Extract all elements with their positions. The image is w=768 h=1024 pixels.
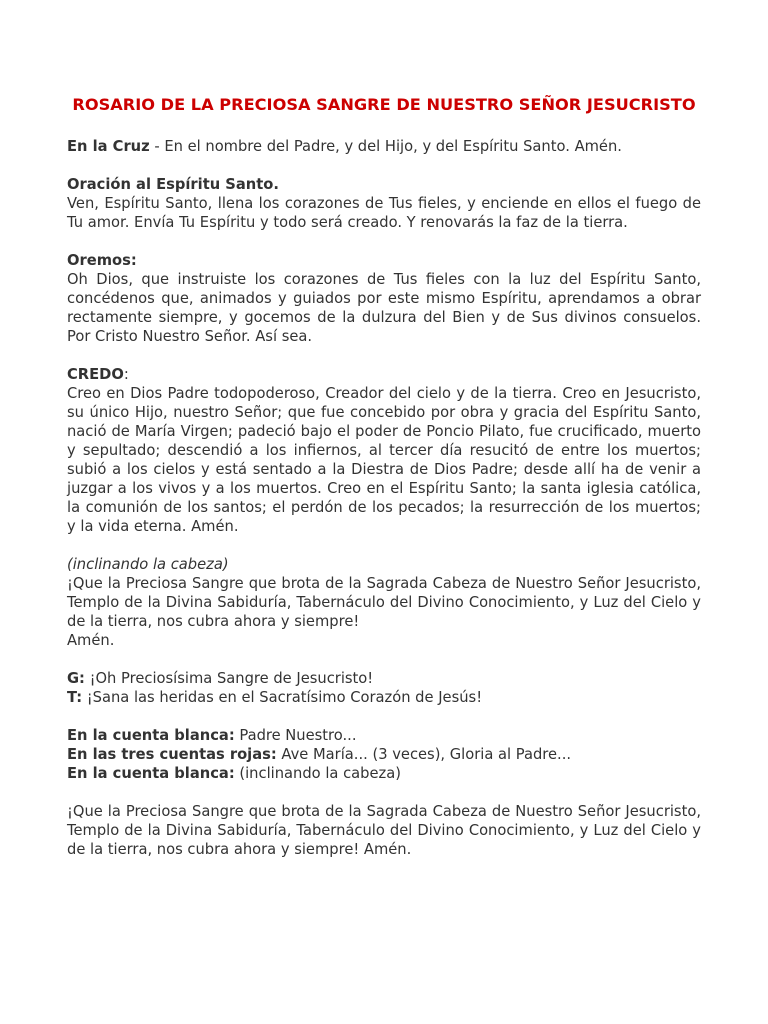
cuenta-line [67, 726, 701, 745]
oracion-paragraph [67, 175, 701, 232]
responsorio-g-line [67, 669, 701, 688]
document-content [67, 93, 701, 859]
responsorio-g-label: G: [67, 670, 85, 687]
cruz-label: En la Cruz [67, 138, 150, 155]
cuenta-text: (inclinando la cabeza) [234, 765, 401, 782]
responsorio-t-label: T: [67, 689, 83, 706]
document-title: ROSARIO DE LA PRECIOSA SANGRE DE NUESTRO SEÑOR JESUCRISTO [72, 95, 696, 114]
cuenta-text: Padre Nuestro... [234, 727, 357, 744]
cruz-paragraph [67, 137, 701, 156]
responsorio-t-line [67, 688, 701, 707]
cabeza-amen: Amén. [67, 632, 115, 649]
cuenta-label: En la cuenta blanca: [67, 765, 235, 782]
cuenta-label: En las tres cuentas rojas: [67, 746, 277, 763]
credo-colon: : [123, 366, 129, 383]
cabeza-paragraph [67, 555, 701, 650]
cuenta-line [67, 745, 701, 764]
cuenta-label: En la cuenta blanca: [67, 727, 235, 744]
responsorio-t-text: ¡Sana las heridas en el Sacratísimo Corazón de Jesús! [82, 689, 483, 706]
credo-paragraph [67, 365, 701, 536]
cabeza-text: ¡Que la Preciosa Sangre que brota de la Sagrada Cabeza de Nuestro Señor Jesucristo, Templo de la Divina Sabiduría, Tabernáculo del Divino Conocimiento, y Luz del Cielo y de la tierra, nos cubra ahora y siempre! [67, 575, 701, 630]
responsorio-paragraph [67, 669, 701, 707]
cruz-text: - En el nombre del Padre, y del Hijo, y del Espíritu Santo. Amén. [149, 138, 622, 155]
oremos-text: Oh Dios, que instruiste los corazones de Tus fieles con la luz del Espíritu Santo, concédenos que, animados y guiados por este mismo Espíritu, aprendamos a obrar rectamente siempre, y gocemos de la dulzura del Bien y de Sus divinos consuelos. Por Cristo Nuestro Señor. Así sea. [67, 271, 701, 345]
credo-heading: CREDO [67, 366, 124, 383]
oracion-heading: Oración al Espíritu Santo. [67, 176, 279, 193]
credo-heading-line [67, 365, 701, 384]
final-text: ¡Que la Preciosa Sangre que brota de la Sagrada Cabeza de Nuestro Señor Jesucristo, Templo de la Divina Sabiduría, Tabernáculo del Divino Conocimiento, y Luz del Cielo y de la tierra, nos cubra ahora y siempre! Amén. [67, 803, 701, 858]
cuentas-paragraph [67, 726, 701, 783]
responsorio-g-text: ¡Oh Preciosísima Sangre de Jesucristo! [84, 670, 374, 687]
oracion-text: Ven, Espíritu Santo, llena los corazones de Tus fieles, y enciende en ellos el fuego de Tu amor. Envía Tu Espíritu y todo será creado. Y renovarás la faz de la tierra. [67, 195, 701, 231]
cuenta-text: Ave María... (3 veces), Gloria al Padre... [276, 746, 572, 763]
oremos-paragraph [67, 251, 701, 346]
oremos-heading: Oremos: [67, 252, 137, 269]
final-paragraph [67, 802, 701, 859]
cuenta-line [67, 764, 701, 783]
credo-text: Creo en Dios Padre todopoderoso, Creador del cielo y de la tierra. Creo en Jesucristo, su único Hijo, nuestro Señor; que fue concebido por obra y gracia del Espíritu Santo, nació de María Virgen; padeció bajo el poder de Poncio Pilato, fue crucificado, muerto y sepultado; descendió a los infiernos, al tercer día resucitó de entre los muertos; subió a los cielos y está sentado a la Diestra de Dios Padre; desde allí ha de venir a juzgar a los vivos y a los muertos. Creo en el Espíritu Santo; la santa iglesia católica, la comunión de los santos; el perdón de los pecados; la resurrección de los muertos; y la vida eterna. Amén. [67, 385, 701, 535]
cabeza-note: (inclinando la cabeza) [67, 556, 229, 573]
